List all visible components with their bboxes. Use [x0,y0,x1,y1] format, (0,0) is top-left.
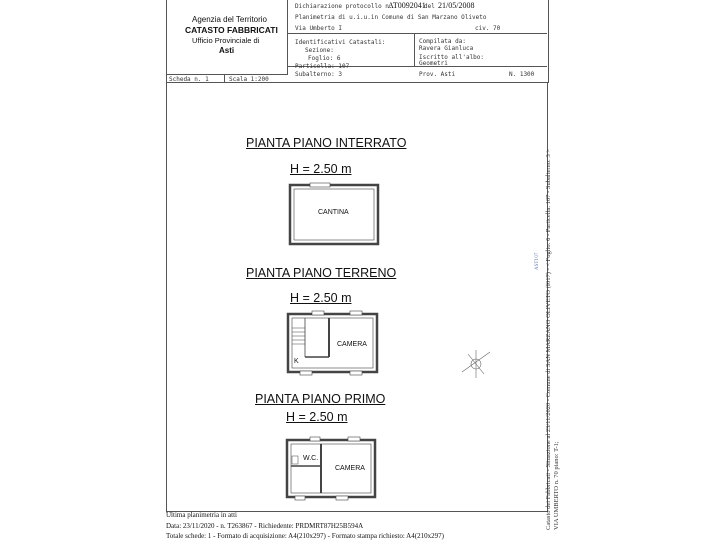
identificativi-label: Identificativi Catastali: [295,39,386,46]
floor-title-interrato: PIANTA PIANO INTERRATO [246,136,407,150]
particella: Particella: 107 [295,63,350,70]
side-text-main: Catasto dei Fabbricati - Situazione al 23/11/2020 - Comune di SAN MARZANO OLIVETO (I017) - < Foglio: 6 - Particella: 107 - Subalterno: 3 > [545,148,552,530]
north-arrow-icon [462,350,490,378]
subalterno: Subalterno: 3 [295,71,342,78]
room-label-camera-primo: CAMERA [335,465,365,472]
ufficio-city: Asti [219,46,235,55]
registration-number: N. 1300 [509,71,535,78]
side-stamp: ASTI 07 [535,252,540,270]
scale: Scala 1:200 [229,76,269,83]
compilata-name: Ravera Gianluca [419,45,474,52]
floor-title-primo: PIANTA PIANO PRIMO [255,392,386,406]
side-text-address: VIA UMBERTO n. 70 piano: T-1; [553,441,560,530]
province: Prov. Asti [419,71,456,78]
floor-title-terreno: PIANTA PIANO TERRENO [246,266,397,280]
dichiarazione-label: Dichiarazione protocollo n. [295,3,393,10]
iscritto-value: Geometri [419,60,448,67]
catasto-title: CATASTO FABBRICATI [185,25,278,35]
civic-number: civ. 70 [475,25,501,32]
planimetria-line: Planimetria di u.i.u.in Comune di San Marzano Oliveto [295,14,487,21]
floor-height-terreno: H = 2.50 m [290,291,352,305]
agency-name: Agenzia del Territorio [192,15,268,24]
floor-height-primo: H = 2.50 m [286,410,348,424]
date-label: del [424,3,435,10]
footer-line-2: Data: 23/11/2020 - n. T263867 - Richiedente: PRDMRT87H25B594A [166,522,364,530]
compilata-label: Compilata da: [419,38,466,45]
room-label-wc: W.C. [303,455,319,462]
address: Via Umberto I [295,25,342,32]
footer-line-3: Totale schede: 1 - Formato di acquisizione: A4(210x297) - Formato stampa richiesto: A4(210x297) [166,532,444,540]
iscritto-label: Iscritto all'albo: [419,54,485,61]
footer-line-1: Ultima planimetria in atti [166,511,237,519]
foglio: Foglio: 6 [308,55,341,62]
room-label-cantina: CANTINA [318,209,349,216]
room-label-camera-terreno: CAMERA [337,341,367,348]
floor-height-interrato: H = 2.50 m [290,162,352,176]
ufficio-label: Ufficio Provinciale di [192,36,260,45]
scheda-number: Scheda n. 1 [169,76,209,83]
room-label-k: K [294,358,299,365]
sezione: Sezione: [305,47,334,54]
date-value: 21/05/2008 [438,1,475,10]
dichiarazione-number: AT0092041 [388,1,426,10]
